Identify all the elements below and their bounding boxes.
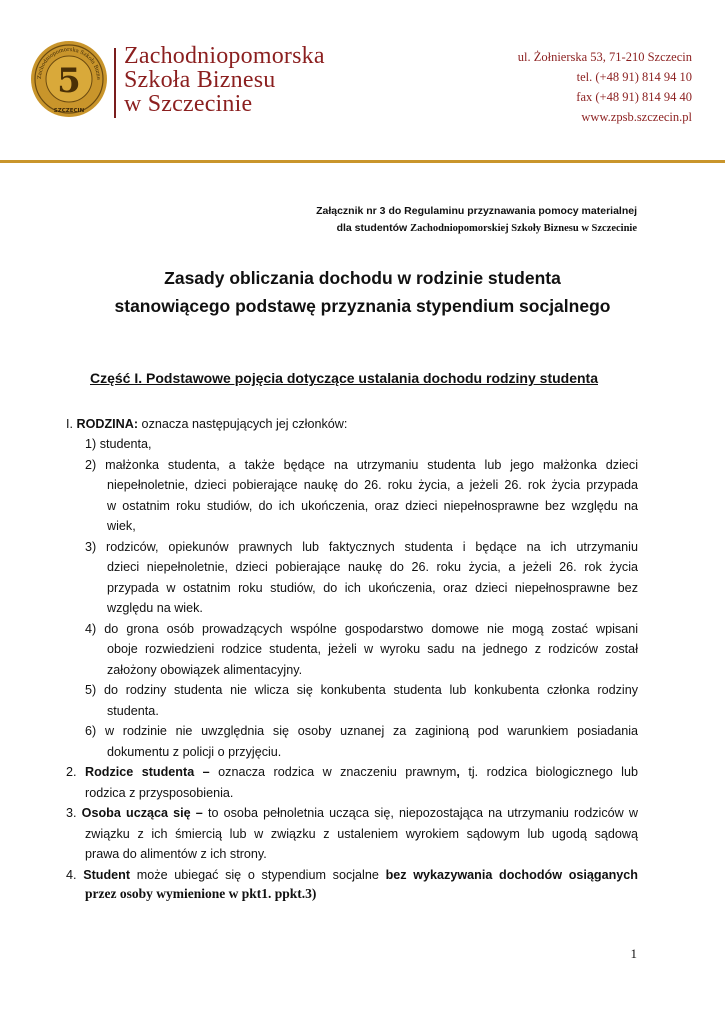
section3-text: to osoba pełnoletnia ucząca się, niepozostająca na utrzymaniu rodziców w bbox=[202, 806, 638, 820]
logo-bottom-text: SZCZECIN bbox=[53, 108, 85, 114]
page-number: 1 bbox=[630, 946, 637, 961]
item4-line2: oboje rozwiedzieni rodzice studenta, jeżeli w wyroku sadu na jednego z rodziców został bbox=[107, 642, 638, 656]
school-name-line3: w Szczecinie bbox=[124, 91, 253, 117]
item2-line4: wiek, bbox=[107, 519, 136, 533]
section3-line3: prawa do alimentów z ich strony. bbox=[85, 847, 267, 861]
section2-term: Rodzice studenta – bbox=[84, 765, 210, 779]
item6-line2: dokumentu z policji o przyjęciu. bbox=[107, 745, 282, 759]
item4-line3: założony obowiązek alimentacyjny. bbox=[107, 663, 303, 677]
item3-line3: przypada w ostatnim roku studiów, do ich ukończenia, oraz dzieci niepełnosprawne bez bbox=[107, 581, 638, 595]
document-title bbox=[0, 264, 725, 320]
item3-line1: 3) rodziców, opiekunów prawnych lub faktycznych studenta i będące na ich utrzymaniu bbox=[85, 540, 638, 554]
section4-term: Student bbox=[83, 868, 131, 882]
header-rule bbox=[0, 160, 725, 163]
section2-line2: rodzica z przysposobienia. bbox=[85, 786, 234, 800]
section3-prefix: 3. bbox=[66, 806, 82, 820]
school-name bbox=[124, 44, 325, 116]
section2-prefix: 2. bbox=[66, 765, 85, 779]
section4-prefix: 4. bbox=[66, 868, 84, 882]
school-logo bbox=[30, 40, 108, 118]
attachment-note bbox=[316, 203, 637, 237]
school-name-line2: Szkoła Biznesu bbox=[124, 67, 276, 93]
contact-block bbox=[518, 47, 692, 127]
section4-text: może ubiegać się o stypendium socjalne bbox=[130, 868, 386, 882]
section2-line1 bbox=[66, 762, 638, 783]
section4-line2: przez osoby wymienione w pkt1. ppkt.3) bbox=[85, 886, 317, 901]
item5-line1: 5) do rodziny studenta nie wlicza się konkubenta studenta lub konkubenta członka rodziny bbox=[85, 683, 638, 697]
website-link[interactable]: www.zpsb.szczecin.pl bbox=[581, 110, 692, 124]
school-name-line1: Zachodniopomorska bbox=[124, 43, 325, 69]
title-line1: Zasady obliczania dochodu w rodzinie studenta bbox=[164, 268, 561, 288]
item3-line4: względu na wiek. bbox=[107, 601, 203, 615]
item3-line2: dzieci niepełnoletnie, dzieci pobierające naukę do 26. roku życia, a jeżeli 26. rok życia bbox=[107, 560, 638, 574]
section4-line1 bbox=[66, 865, 638, 886]
part-heading: Część I. Podstawowe pojęcia dotyczące ustalania dochodu rodziny studenta bbox=[90, 370, 598, 386]
section2-text-a: oznacza rodzica w znaczeniu prawnym bbox=[209, 765, 457, 779]
section2-text-b: tj. rodzica biologicznego lub bbox=[459, 765, 638, 779]
item6-line1: 6) w rodzinie nie uwzględnia się osoby uznanej za zaginioną pod warunkiem posiadania bbox=[85, 724, 638, 738]
item2-line1: 2) małżonka studenta, a także będące na utrzymaniu studenta lub jego małżonka dzieci bbox=[85, 458, 638, 472]
attachment-line2-prefix: dla studentów bbox=[336, 222, 411, 234]
section1-text: oznacza następujących jej członków: bbox=[138, 417, 348, 431]
title-line2: stanowiącego podstawę przyznania stypendium socjalnego bbox=[114, 296, 611, 316]
item2-line3: w ostatnim roku studiów, do ich ukończenia, oraz dzieci niepełnosprawne bez względu na bbox=[107, 499, 638, 513]
section3-line1 bbox=[66, 803, 638, 824]
section1-term: RODZINA: bbox=[76, 417, 139, 431]
section4-bold-text: bez wykazywania dochodów osiąganych bbox=[385, 868, 638, 882]
item1: 1) studenta, bbox=[85, 437, 152, 451]
section3-term: Osoba ucząca się – bbox=[81, 806, 203, 820]
item2-line2: niepełnoletnie, dzieci pobierające naukę do 26. roku życia, a jeżeli 26. rok życia przypada bbox=[107, 478, 638, 492]
logo-ring-text: Zachodniopomorska Szkoła Bizne bbox=[36, 46, 102, 81]
address: ul. Żołnierska 53, 71-210 Szczecin bbox=[517, 50, 692, 64]
phone: tel. (+48 91) 814 94 10 bbox=[576, 70, 692, 84]
fax: fax (+48 91) 814 94 40 bbox=[576, 90, 692, 104]
section1-prefix: I. bbox=[66, 417, 77, 431]
section2-comma: , bbox=[456, 765, 460, 779]
section3-line2: związku z ich śmiercią lub w związku z ustaleniem wyrokiem sądowym lub ugodą sądową bbox=[85, 827, 638, 841]
attachment-line1: Załącznik nr 3 do Regulaminu przyznawania pomocy materialnej bbox=[316, 205, 637, 217]
header-divider bbox=[114, 48, 116, 118]
item4-line1: 4) do grona osób prowadzących wspólne gospodarstwo domowe nie mogą zostać wpisani bbox=[85, 622, 638, 636]
attachment-line2-school: Zachodniopomorskiej Szkoły Biznesu w Szczecinie bbox=[410, 223, 637, 234]
section1-heading bbox=[66, 414, 347, 435]
item5-line2: studenta. bbox=[107, 704, 159, 718]
logo-numeral: 5 bbox=[57, 61, 81, 101]
